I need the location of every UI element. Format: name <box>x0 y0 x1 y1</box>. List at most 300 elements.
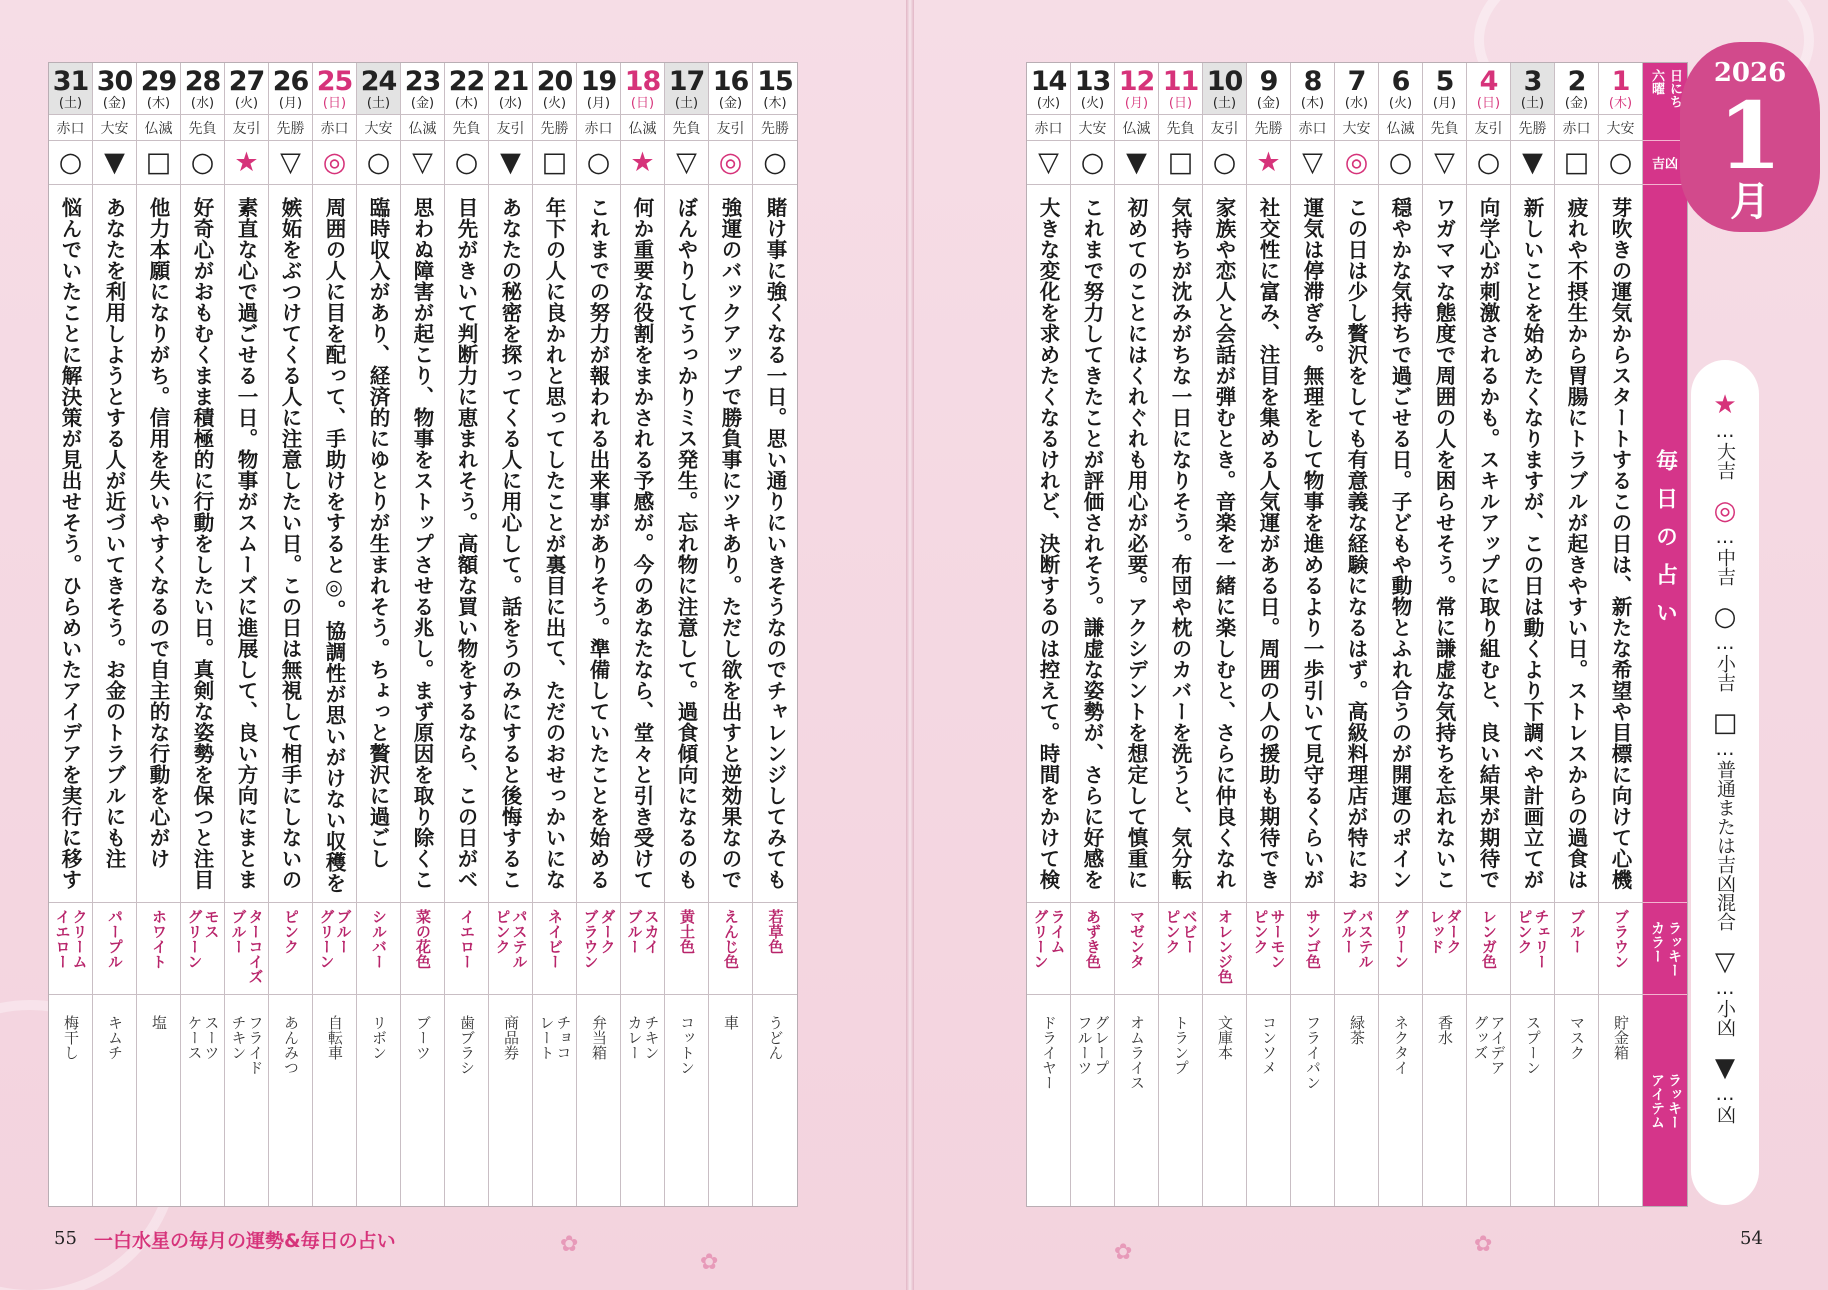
day-number: 27 <box>228 65 265 97</box>
day-lucky-color: ホワイト <box>137 903 180 995</box>
day-number: 30 <box>96 65 133 97</box>
legend-symbol: ○ <box>1713 602 1737 632</box>
calendar-days-1-14 <box>1026 62 1688 1207</box>
day-number: 26 <box>272 65 309 97</box>
day-fortune-symbol: □ <box>533 141 576 185</box>
day-lucky-item: ブーツ <box>414 1015 432 1060</box>
month-badge <box>1680 42 1820 232</box>
day-column <box>269 63 313 1206</box>
day-date <box>1203 63 1246 115</box>
day-lucky-item: 商品券 <box>502 1015 520 1060</box>
day-column <box>357 63 401 1206</box>
page-number-right: 54 <box>1740 1228 1763 1249</box>
day-date <box>1291 63 1334 115</box>
day-fortune-text: あなたの秘密を探ってくる人に用心して。話をうのみにすると後悔するこ <box>489 185 532 903</box>
day-fortune-text: 気持ちが沈みがちな一日になりそう。布団や枕のカバーを洗うと、気分転 <box>1159 185 1202 903</box>
day-lucky-item: スーツ ケース <box>185 1015 221 1060</box>
legend-label: …小吉 <box>1714 632 1736 692</box>
legend-label: …普通または吉凶混合 <box>1713 738 1736 931</box>
day-fortune-symbol: ▽ <box>401 141 444 185</box>
day-column <box>533 63 577 1206</box>
legend-item <box>1713 708 1738 931</box>
day-weekday: (木) <box>1300 95 1325 111</box>
day-fortune-text: ぼんやりしてうっかりミス発生。忘れ物に注意して。過食傾向になるのも <box>665 185 708 903</box>
flower-icon: ✿ <box>560 1232 579 1257</box>
month-kanji: 月 <box>1730 178 1770 225</box>
day-column <box>1467 63 1511 1206</box>
day-rokuyo: 先勝 <box>1511 115 1554 141</box>
day-weekday: (月) <box>278 95 303 111</box>
day-lucky-item: スプーン <box>1524 1015 1542 1075</box>
legend-symbol: ★ <box>1713 390 1737 420</box>
day-column <box>665 63 709 1206</box>
flower-icon: ✿ <box>1114 1240 1133 1265</box>
header-column <box>1643 63 1687 1206</box>
day-fortune-text: 初めてのことにはくれぐれも用心が必要。アクシデントを想定して慎重に <box>1115 185 1158 903</box>
day-column <box>445 63 489 1206</box>
day-rokuyo: 先負 <box>181 115 224 141</box>
day-weekday: (木) <box>1608 95 1633 111</box>
day-lucky-color: ピンク <box>269 903 312 995</box>
day-rokuyo: 赤口 <box>577 115 620 141</box>
day-column <box>1599 63 1643 1206</box>
legend-label: …大吉 <box>1714 420 1736 480</box>
day-fortune-symbol: ○ <box>753 141 797 185</box>
day-rokuyo: 先負 <box>665 115 708 141</box>
day-rokuyo: 先勝 <box>533 115 576 141</box>
legend-item <box>1714 1053 1736 1124</box>
day-number: 5 <box>1435 65 1454 97</box>
day-fortune-text: 運気は停滞ぎみ。無理をして物事を進めるより一歩引いて見守るくらいが <box>1291 185 1334 903</box>
day-fortune-text: この日は少し贅沢をしても有意義な経験になるはず。高級料理店が特にお <box>1335 185 1378 903</box>
header-title: 毎日の占い <box>1643 185 1687 903</box>
day-date <box>445 63 488 115</box>
day-weekday: (日) <box>1476 95 1501 111</box>
day-fortune-text: これまでの努力が報われる出来事がありそう。準備していたことを始める <box>577 185 620 903</box>
day-weekday: (土) <box>674 95 699 111</box>
day-lucky-item: チョコ レート <box>537 1015 573 1060</box>
day-date <box>753 63 797 115</box>
day-rokuyo: 先負 <box>1423 115 1466 141</box>
legend-symbol: ▽ <box>1715 947 1735 977</box>
day-date <box>709 63 752 115</box>
day-date <box>357 63 400 115</box>
day-column <box>225 63 269 1206</box>
header-fortune-label: 吉凶 <box>1643 141 1687 185</box>
day-lucky-color: ベビー ピンク <box>1159 903 1202 995</box>
day-number: 22 <box>448 65 485 97</box>
legend-item <box>1713 390 1736 480</box>
day-lucky-item: 歯ブラシ <box>458 1015 476 1075</box>
day-fortune-text: ワガママな態度で周囲の人を困らせそう。常に謙虚な気持ちを忘れないこ <box>1423 185 1466 903</box>
day-number: 7 <box>1347 65 1366 97</box>
day-fortune-symbol: ▽ <box>1291 141 1334 185</box>
day-lucky-color: ブルー <box>1555 903 1598 995</box>
day-column <box>577 63 621 1206</box>
day-column <box>1203 63 1247 1206</box>
day-date <box>225 63 268 115</box>
day-weekday: (木) <box>454 95 479 111</box>
day-lucky-color: レンガ色 <box>1467 903 1510 995</box>
day-lucky-item: トランプ <box>1172 1015 1190 1075</box>
day-column <box>1511 63 1555 1206</box>
day-number: 25 <box>316 65 353 97</box>
day-column <box>1423 63 1467 1206</box>
day-fortune-text: 何か重要な役割をまかされる予感が。今のあなたなら、堂々と引き受けて <box>621 185 664 903</box>
day-column <box>1555 63 1599 1206</box>
day-lucky-color: えんじ色 <box>709 903 752 995</box>
day-lucky-color: モス グリーン <box>181 903 224 995</box>
day-fortune-text: 好奇心がおもむくまま積極的に行動をしたい日。真剣な姿勢を保つと注目 <box>181 185 224 903</box>
day-weekday: (土) <box>366 95 391 111</box>
day-fortune-text: 臨時収入があり、経済的にゆとりが生まれそう。ちょっと贅沢に過ごし <box>357 185 400 903</box>
day-fortune-symbol: ▼ <box>489 141 532 185</box>
header-date-label: 日にち 六曜 <box>1643 63 1687 141</box>
day-weekday: (金) <box>102 95 127 111</box>
day-number: 12 <box>1118 65 1155 97</box>
day-date <box>1335 63 1378 115</box>
day-weekday: (火) <box>542 95 567 111</box>
legend-label: …中吉 <box>1714 526 1736 586</box>
day-lucky-item: ドライヤー <box>1040 1015 1058 1090</box>
day-lucky-item: 弁当箱 <box>590 1015 608 1060</box>
day-weekday: (月) <box>1432 95 1457 111</box>
legend-symbol: ▼ <box>1715 1053 1735 1083</box>
day-number: 18 <box>624 65 661 97</box>
day-fortune-text: 悩んでいたことに解決策が見出せそう。ひらめいたアイデアを実行に移す <box>49 185 92 903</box>
day-lucky-color: あずき色 <box>1071 903 1114 995</box>
day-fortune-text: 賭け事に強くなる一日。思い通りにいきそうなのでチャレンジしてみても <box>753 185 797 903</box>
day-rokuyo: 友引 <box>489 115 532 141</box>
day-lucky-color: ターコイズ ブルー <box>225 903 268 995</box>
day-number: 16 <box>712 65 749 97</box>
day-date <box>49 63 92 115</box>
day-date <box>577 63 620 115</box>
day-number: 23 <box>404 65 441 97</box>
day-number: 8 <box>1303 65 1322 97</box>
running-title: 一白水星の毎月の運勢&毎日の占い <box>94 1230 396 1252</box>
legend-symbol: □ <box>1712 708 1738 738</box>
day-fortune-symbol: ★ <box>1247 141 1290 185</box>
day-weekday: (金) <box>410 95 435 111</box>
day-rokuyo: 仏滅 <box>137 115 180 141</box>
day-rokuyo: 大安 <box>1335 115 1378 141</box>
day-fortune-text: 思わぬ障害が起こり、物事をストップさせる兆し。まず原因を取り除くこ <box>401 185 444 903</box>
day-number: 31 <box>52 65 89 97</box>
day-number: 20 <box>536 65 573 97</box>
day-column <box>1247 63 1291 1206</box>
day-rokuyo: 赤口 <box>1555 115 1598 141</box>
legend-item <box>1714 947 1736 1037</box>
day-column <box>1027 63 1071 1206</box>
day-fortune-symbol: ○ <box>577 141 620 185</box>
day-lucky-item: 梅干し <box>62 1015 80 1060</box>
day-lucky-color: 黄土色 <box>665 903 708 995</box>
day-column <box>181 63 225 1206</box>
flower-icon: ✿ <box>700 1250 719 1275</box>
day-fortune-symbol: ▼ <box>93 141 136 185</box>
day-weekday: (金) <box>1256 95 1281 111</box>
day-number: 9 <box>1259 65 1278 97</box>
day-lucky-color: チェリー ピンク <box>1511 903 1554 995</box>
day-date <box>1159 63 1202 115</box>
day-column <box>489 63 533 1206</box>
day-fortune-text: 新しいことを始めたくなりますが、この日は動くより下調べや計画立てが <box>1511 185 1554 903</box>
day-lucky-color: イエロー <box>445 903 488 995</box>
day-number: 21 <box>492 65 529 97</box>
day-rokuyo: 先負 <box>1159 115 1202 141</box>
fortune-legend <box>1691 360 1759 1205</box>
day-lucky-item: オムライス <box>1128 1015 1146 1090</box>
legend-label: …凶 <box>1714 1083 1736 1124</box>
legend-item <box>1714 602 1737 692</box>
day-rokuyo: 友引 <box>1467 115 1510 141</box>
legend-item <box>1714 496 1737 586</box>
day-rokuyo: 先勝 <box>269 115 312 141</box>
day-fortune-symbol: ◎ <box>709 141 752 185</box>
day-lucky-color: サンゴ色 <box>1291 903 1334 995</box>
day-column <box>137 63 181 1206</box>
day-date <box>1555 63 1598 115</box>
day-weekday: (月) <box>1124 95 1149 111</box>
day-rokuyo: 友引 <box>709 115 752 141</box>
day-fortune-symbol: □ <box>1159 141 1202 185</box>
day-date <box>1511 63 1554 115</box>
day-date <box>1379 63 1422 115</box>
day-date <box>93 63 136 115</box>
day-fortune-text: 素直な心で過ごせる一日。物事がスムーズに進展して、良い方向にまとま <box>225 185 268 903</box>
day-lucky-item: チキン カレー <box>625 1015 661 1060</box>
day-fortune-text: 疲れや不摂生から胃腸にトラブルが起きやすい日。ストレスからの過食は <box>1555 185 1598 903</box>
day-number: 11 <box>1162 65 1199 97</box>
day-fortune-symbol: ○ <box>49 141 92 185</box>
day-fortune-text: 強運のバックアップで勝負事にツキあり。ただし欲を出すと逆効果なので <box>709 185 752 903</box>
day-fortune-text: 目先がきいて判断力に恵まれそう。高額な買い物をするなら、この日がベ <box>445 185 488 903</box>
day-fortune-text: 家族や恋人と会話が弾むとき。音楽を一緒に楽しむと、さらに仲良くなれ <box>1203 185 1246 903</box>
day-lucky-item: コットン <box>678 1015 696 1075</box>
day-rokuyo: 友引 <box>1203 115 1246 141</box>
day-fortune-symbol: ○ <box>1379 141 1422 185</box>
day-column <box>709 63 753 1206</box>
day-lucky-color: ブルー グリーン <box>313 903 356 995</box>
day-fortune-symbol: ○ <box>445 141 488 185</box>
day-lucky-item: 自転車 <box>326 1015 344 1060</box>
day-weekday: (水) <box>190 95 215 111</box>
day-date <box>181 63 224 115</box>
day-date <box>489 63 532 115</box>
day-rokuyo: 仏滅 <box>1115 115 1158 141</box>
day-lucky-color: スカイ ブルー <box>621 903 664 995</box>
day-lucky-item: アイデア グッズ <box>1471 1015 1507 1075</box>
day-lucky-item: グレープ フルーツ <box>1075 1015 1111 1075</box>
day-rokuyo: 先負 <box>445 115 488 141</box>
day-column <box>621 63 665 1206</box>
calendar-days-15-31 <box>48 62 798 1207</box>
day-weekday: (火) <box>1080 95 1105 111</box>
day-column <box>1115 63 1159 1206</box>
day-weekday: (木) <box>763 95 787 111</box>
day-date <box>1467 63 1510 115</box>
day-fortune-symbol: ▽ <box>1027 141 1070 185</box>
day-weekday: (火) <box>234 95 259 111</box>
day-fortune-symbol: ○ <box>357 141 400 185</box>
day-rokuyo: 大安 <box>357 115 400 141</box>
day-column <box>1379 63 1423 1206</box>
legend-label: …小凶 <box>1714 977 1736 1037</box>
day-weekday: (火) <box>1388 95 1413 111</box>
day-fortune-symbol: ◎ <box>313 141 356 185</box>
day-lucky-color: ネイビー <box>533 903 576 995</box>
day-date <box>1071 63 1114 115</box>
day-lucky-color: パステル ブルー <box>1335 903 1378 995</box>
day-rokuyo: 仏滅 <box>401 115 444 141</box>
day-column <box>313 63 357 1206</box>
day-lucky-color: サーモン ピンク <box>1247 903 1290 995</box>
day-fortune-symbol: ▼ <box>1511 141 1554 185</box>
day-lucky-item: フライパン <box>1304 1015 1322 1090</box>
day-fortune-text: 社交性に富み、注目を集める人気運がある日。周囲の人の援助も期待でき <box>1247 185 1290 903</box>
day-lucky-color: ブラウン <box>1599 903 1642 995</box>
day-lucky-color: グリーン <box>1379 903 1422 995</box>
day-weekday: (日) <box>1168 95 1193 111</box>
month-number: 1 <box>1717 82 1782 190</box>
day-rokuyo: 仏滅 <box>621 115 664 141</box>
day-fortune-symbol: ▽ <box>1423 141 1466 185</box>
day-date <box>533 63 576 115</box>
day-fortune-text: 嫉妬をぶつけてくる人に注意したい日。この日は無視して相手にしないの <box>269 185 312 903</box>
day-fortune-symbol: ▼ <box>1115 141 1158 185</box>
day-lucky-item: 塩 <box>150 1015 168 1030</box>
day-weekday: (金) <box>718 95 743 111</box>
day-weekday: (木) <box>146 95 171 111</box>
day-weekday: (水) <box>1344 95 1369 111</box>
day-fortune-text: 他力本願になりがち。信用を失いやすくなるので自主的な行動を心がけ <box>137 185 180 903</box>
day-fortune-symbol: ★ <box>225 141 268 185</box>
day-weekday: (水) <box>1036 95 1061 111</box>
day-lucky-item: 香水 <box>1436 1015 1454 1045</box>
day-rokuyo: 大安 <box>1599 115 1642 141</box>
day-lucky-item: リボン <box>370 1015 388 1060</box>
day-column <box>49 63 93 1206</box>
day-column <box>401 63 445 1206</box>
day-date <box>401 63 444 115</box>
day-lucky-color: クリーム イエロー <box>49 903 92 995</box>
legend-symbol: ◎ <box>1713 496 1737 526</box>
flower-icon: ✿ <box>1474 1232 1493 1257</box>
day-lucky-item: フライド チキン <box>229 1015 265 1075</box>
day-lucky-item: あんみつ <box>282 1015 300 1075</box>
day-rokuyo: 仏滅 <box>1379 115 1422 141</box>
day-column <box>1071 63 1115 1206</box>
day-fortune-text: 年下の人に良かれと思ってしたことが裏目に出て、ただのおせっかいにな <box>533 185 576 903</box>
day-lucky-item: 貯金箱 <box>1612 1015 1630 1060</box>
day-fortune-text: 向学心が刺激されるかも。スキルアップに取り組むと、良い結果が期待で <box>1467 185 1510 903</box>
day-number: 29 <box>140 65 177 97</box>
day-date <box>137 63 180 115</box>
day-fortune-symbol: ○ <box>1203 141 1246 185</box>
day-number: 6 <box>1391 65 1410 97</box>
day-fortune-symbol: ○ <box>1071 141 1114 185</box>
day-lucky-item: マスク <box>1568 1015 1586 1060</box>
day-rokuyo: 大安 <box>93 115 136 141</box>
day-lucky-color: シルバー <box>357 903 400 995</box>
day-date <box>1423 63 1466 115</box>
day-fortune-text: 穏やかな気持ちで過ごせる日。子どもや動物とふれ合うのが開運のポイン <box>1379 185 1422 903</box>
day-rokuyo: 赤口 <box>49 115 92 141</box>
day-fortune-symbol: ★ <box>621 141 664 185</box>
day-fortune-symbol: ○ <box>1467 141 1510 185</box>
day-fortune-symbol: □ <box>137 141 180 185</box>
day-rokuyo: 大安 <box>1071 115 1114 141</box>
day-weekday: (水) <box>498 95 523 111</box>
day-rokuyo: 友引 <box>225 115 268 141</box>
day-rokuyo: 赤口 <box>313 115 356 141</box>
day-column <box>1335 63 1379 1206</box>
day-number: 4 <box>1479 65 1498 97</box>
day-lucky-color: オレンジ色 <box>1203 903 1246 995</box>
day-lucky-item: ネクタイ <box>1392 1015 1410 1075</box>
day-lucky-color: ダーク レッド <box>1423 903 1466 995</box>
day-date <box>665 63 708 115</box>
day-number: 17 <box>668 65 705 97</box>
day-fortune-symbol: ○ <box>1599 141 1642 185</box>
day-lucky-color: ダーク ブラウン <box>577 903 620 995</box>
day-lucky-color: 若草色 <box>753 903 797 995</box>
day-date <box>1027 63 1070 115</box>
day-weekday: (日) <box>630 95 655 111</box>
day-date <box>621 63 664 115</box>
day-weekday: (日) <box>322 95 347 111</box>
day-lucky-item: うどん <box>766 1015 785 1060</box>
day-number: 1 <box>1611 65 1630 97</box>
day-fortune-symbol: ▽ <box>269 141 312 185</box>
day-weekday: (金) <box>1564 95 1589 111</box>
day-weekday: (土) <box>58 95 83 111</box>
day-date <box>269 63 312 115</box>
day-fortune-text: 芽吹きの運気からスタートするこの日は、新たな希望や目標に向けて心機 <box>1599 185 1642 903</box>
header-lucky-item: ラッキー アイテム <box>1649 1072 1682 1129</box>
day-fortune-symbol: ◎ <box>1335 141 1378 185</box>
day-weekday: (土) <box>1520 95 1545 111</box>
day-column <box>753 63 797 1206</box>
day-lucky-item: コンソメ <box>1260 1015 1278 1075</box>
day-fortune-symbol: ○ <box>181 141 224 185</box>
day-number: 13 <box>1074 65 1111 97</box>
day-number: 19 <box>580 65 617 97</box>
day-fortune-text: 周囲の人に目を配って、手助けをすると◎。協調性が思いがけない収穫を <box>313 185 356 903</box>
day-number: 14 <box>1030 65 1067 97</box>
day-weekday: (土) <box>1212 95 1237 111</box>
day-rokuyo: 赤口 <box>1291 115 1334 141</box>
day-lucky-color: 菜の花色 <box>401 903 444 995</box>
day-lucky-item: キムチ <box>106 1015 124 1060</box>
left-page <box>0 0 906 1290</box>
day-fortune-symbol: ▽ <box>665 141 708 185</box>
day-number: 2 <box>1567 65 1586 97</box>
day-fortune-text: これまで努力してきたことが評価されそう。謙虚な姿勢が、さらに好感を <box>1071 185 1114 903</box>
book-gutter <box>906 0 914 1290</box>
day-lucky-item: 緑茶 <box>1348 1015 1366 1045</box>
day-lucky-color: マゼンタ <box>1115 903 1158 995</box>
day-number: 3 <box>1523 65 1542 97</box>
day-column <box>1291 63 1335 1206</box>
day-lucky-item: 車 <box>722 1015 740 1030</box>
day-rokuyo: 赤口 <box>1027 115 1070 141</box>
header-lucky-color: ラッキー カラー <box>1643 903 1687 995</box>
day-number: 28 <box>184 65 221 97</box>
day-lucky-color: パステル ピンク <box>489 903 532 995</box>
day-number: 24 <box>360 65 397 97</box>
